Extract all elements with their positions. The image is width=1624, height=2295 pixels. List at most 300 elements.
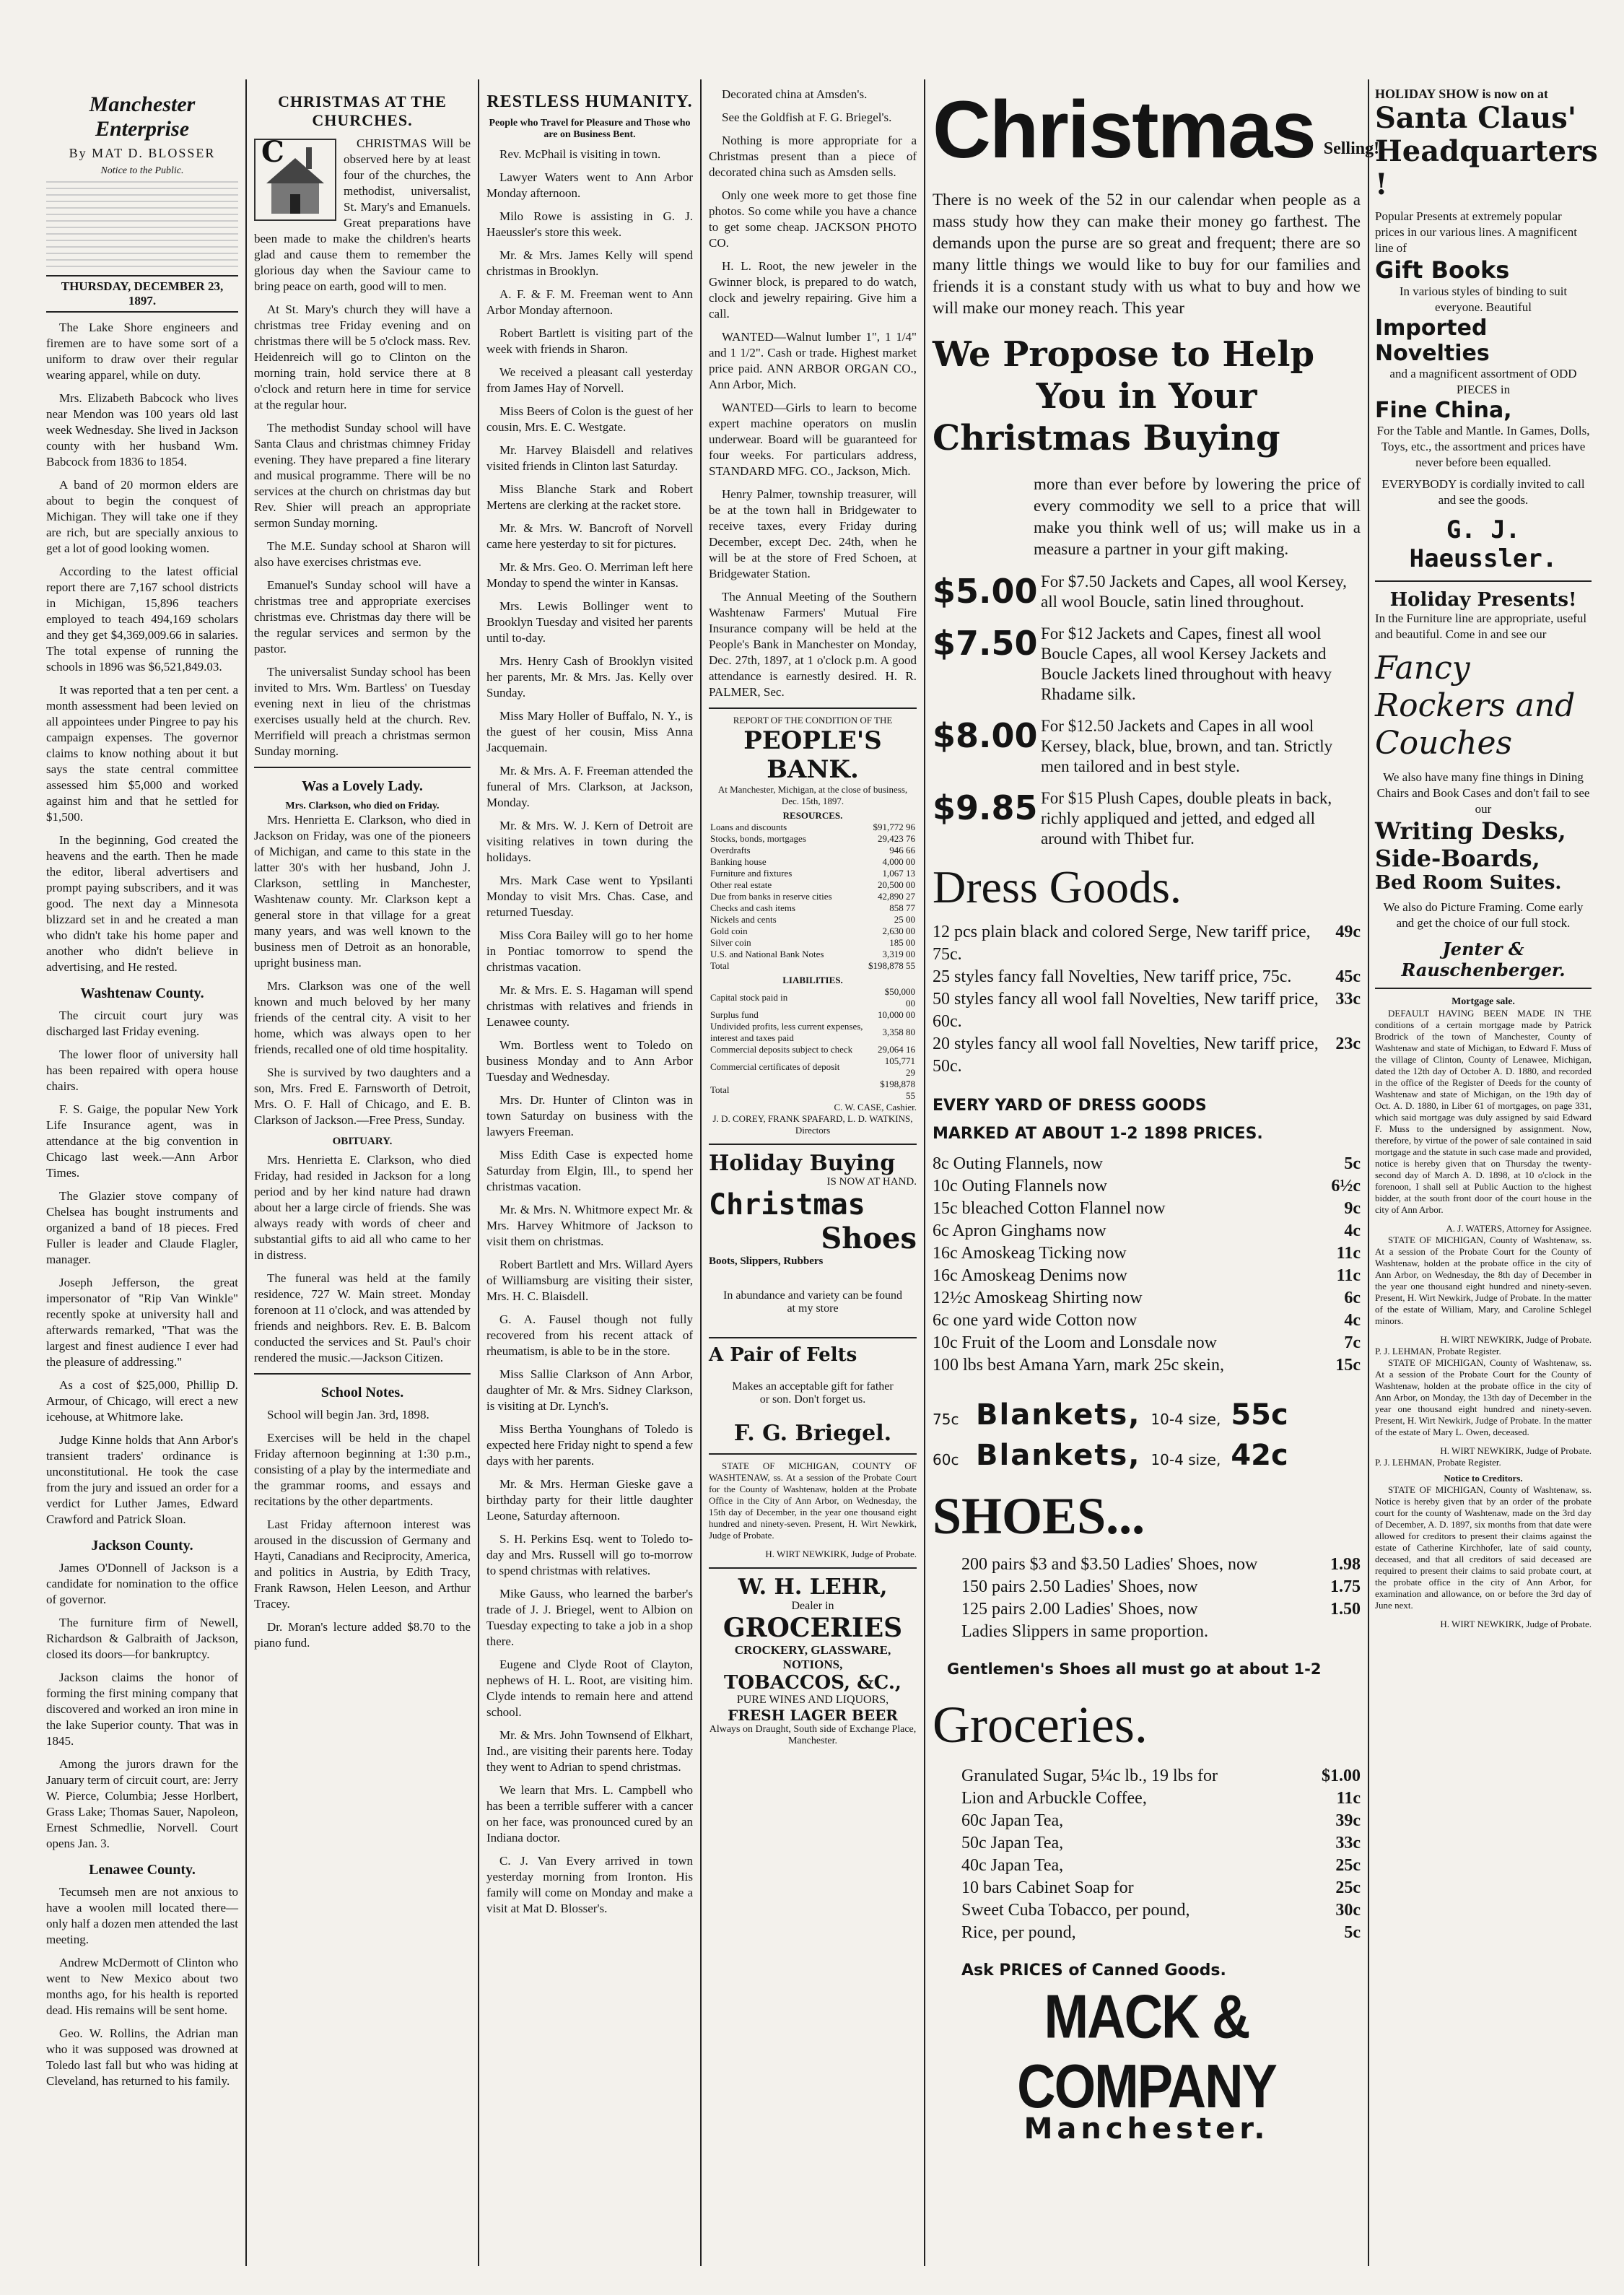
lehr-items: CROCKERY, GLASSWARE, NOTIONS,: [734, 1643, 891, 1671]
fancy-rockers: Fancy Rockers and Couches: [1375, 650, 1576, 762]
row-label: Commercial certificates of deposit: [710, 1061, 840, 1072]
mack-company-name: MACK & COMPANY: [1017, 1982, 1276, 2121]
paragraph: As a cost of $25,000, Phillip D. Armour, of Chicago, will erect a new icehouse, at Whitmore lake.: [46, 1378, 238, 1424]
paragraph: Miss Blanche Stark and Robert Mertens are clerking at the racket store.: [486, 482, 693, 512]
row-label: Stocks, bonds, mortgages: [710, 833, 806, 844]
item-price: 7c: [1344, 1333, 1361, 1352]
price-tag: $5.00: [933, 572, 1038, 611]
paragraph: The funeral was held at the family residence, 727 W. Main street. Monday forenoon at 11 o'clock, and was attended by friends and neighbors. Rev. E. B. Balcom conducted the services and St. Paul's choir rendered the music.—Jackson Citizen.: [254, 1271, 471, 1364]
list-item: [933, 921, 1361, 966]
school-notes: [254, 1407, 471, 1651]
paragraph: Mr. & Mrs. W. J. Kern of Detroit are visiting relatives in town during the holidays.: [486, 819, 693, 864]
item-desc: 20 styles fancy all wool fall Novelties, New tariff price, 50c.: [933, 1035, 1319, 1076]
column-rule: [1368, 79, 1369, 2266]
felts-ad: [709, 1337, 917, 1446]
row-value: 29,423 76: [878, 833, 915, 844]
row-label: Banking house: [710, 856, 767, 867]
section-heading: Washtenaw County.: [80, 985, 204, 1001]
every-yard: EVERY YARD OF DRESS GOODS: [933, 1097, 1207, 1115]
dress-goods-title: Dress Goods.: [933, 861, 1182, 913]
section-heading: Jackson County.: [91, 1538, 193, 1554]
paragraph: CHRISTMAS Will be observed here by at least four of the churches, the methodist, universalist, St. Mary's and Emanuels. Great preparations have been made to make the children's hearts glad and cause them to remember the glorious day when the Saviour came to bring peace on earth, good will to men.: [254, 136, 471, 293]
item-price: 9c: [1344, 1199, 1361, 1218]
lehr-ad: [709, 1567, 917, 1747]
paragraph: Mrs. Dr. Hunter of Clinton was in town Saturday on business with the lawyers Freeman.: [486, 1093, 693, 1138]
row-value: 3,358 80: [882, 1027, 915, 1037]
bank-pre: REPORT OF THE CONDITION OF THE: [733, 715, 893, 726]
svg-text:C: C: [261, 135, 284, 169]
table-row: [709, 868, 917, 879]
bank-title: PEOPLE'S BANK.: [743, 726, 882, 784]
item-desc: 25 styles fancy fall Novelties, New tariff price, 75c.: [933, 967, 1292, 986]
table-row: [709, 914, 917, 926]
local-news: [46, 320, 238, 975]
list-item: [961, 1855, 1361, 1877]
row-label: Due from banks in reserve cities: [710, 891, 832, 902]
holiday-sub: IS NOW AT HAND.: [826, 1176, 917, 1188]
legal-notices: [1375, 1008, 1592, 1630]
item-price: 25c: [1335, 1878, 1361, 1897]
table-row: [709, 1055, 917, 1079]
row-label: Silver coin: [710, 937, 751, 948]
price-row: [933, 572, 1361, 612]
divider: [254, 1373, 471, 1375]
subheading: People who Travel for Pleasure and Those who are on Business Bent.: [489, 118, 691, 140]
signature: A. J. WATERS, Attorney for Assignee.: [1446, 1223, 1592, 1234]
paragraph: STATE OF MICHIGAN, County of Washtenaw, ss. Notice is hereby given that by an order of the probate court for the county of Washtenaw, made on the 3rd day of December, A. D. 1897, six months from that date were allowed for creditors to present their claims against the estate of Catherine Kirchhofer, late of said county, deceased, and that all creditors of said deceased are required to present their claims to said probate court, at the probate office in the city of Ann Arbor, for examination and allowance, on or before the 3rd day of June next.: [1375, 1484, 1592, 1611]
item-desc: 10c Outing Flannels now: [933, 1177, 1107, 1196]
item-price: 33c: [1335, 1834, 1361, 1852]
column-2: [254, 87, 471, 2266]
paragraph: The lower floor of university hall has been repaired with opera house chairs.: [46, 1048, 238, 1093]
paragraph: Mrs. Elizabeth Babcock who lives near Mendon was 100 years old last week Wednesday. She lived in Jackson county with her husband Wm. Babcock from 1836 to 1854.: [46, 391, 238, 469]
lenawee-news: [46, 1884, 238, 2089]
paragraph: Rev. McPhail is visiting in town.: [499, 147, 661, 161]
table-row: [709, 1044, 917, 1055]
paragraph: Miss Bertha Younghans of Toledo is expected here Friday night to spend a few days with her parents.: [486, 1422, 693, 1468]
lehr-name: W. H. LEHR,: [738, 1575, 888, 1600]
holiday-presents: Holiday Presents!: [1389, 589, 1577, 611]
row-label: Total: [710, 960, 730, 971]
blanket-size: 10-4 size,: [1151, 1411, 1221, 1428]
masthead: Manchester Enterprise: [89, 92, 196, 141]
mack-town: Manchester.: [1023, 2112, 1270, 2146]
table-row: [709, 822, 917, 833]
paragraph: Henry Palmer, township treasurer, will be at the town hall in Bridgewater to receive taxes, every Friday during December, except Dec. 24th, when he will be at the store of Fred Schoen, at Bridgewater Station.: [709, 487, 917, 580]
furniture-line: In the Furniture line are appropriate, useful and beautiful. Come in and see our: [1375, 611, 1587, 641]
local-notices: [709, 87, 917, 700]
price-desc: For $12 Jackets and Capes, finest all wool Boucle Capes, all wool Kersey Jackets and Boucle Jackets lined throughout with heavy Rhadame silk.: [1041, 624, 1332, 703]
framing-line: We also do Picture Framing. Come early and get the choice of our full stock.: [1383, 900, 1584, 930]
shoes-word: Shoes: [821, 1221, 917, 1255]
lehr-draught: Always on Draught, South side of Exchange Place, Manchester.: [709, 1724, 917, 1746]
paragraph: Mr. & Mrs. A. F. Freeman attended the funeral of Mrs. Clarkson, at Jackson, Monday.: [486, 764, 693, 809]
section-heading: School Notes.: [320, 1385, 404, 1401]
paragraph: Mr. & Mrs. E. S. Hagaman will spend christmas with relatives and friends in Lenawee county.: [486, 983, 693, 1029]
paragraph: Nothing is more appropriate for a Christmas present than a piece of decorated china such as Amsden sells.: [709, 134, 917, 179]
table-row: [709, 845, 917, 856]
blanket-word: Blankets,: [976, 1439, 1141, 1472]
christmas-title: Christmas: [933, 84, 1315, 175]
shoe-list: [961, 1554, 1361, 1643]
signature: H. WIRT NEWKIRK, Judge of Probate.: [1440, 1619, 1592, 1629]
row-label: Total: [710, 1084, 730, 1095]
list-item: [933, 1354, 1361, 1377]
church-illustration-icon: [254, 135, 336, 221]
mortgage-heading: Mortgage sale.: [1451, 996, 1515, 1007]
item-price: 5c: [1344, 1923, 1361, 1942]
washtenaw-news: [46, 1008, 238, 1528]
price-row: [933, 624, 1361, 705]
item-price: 1.75: [1330, 1577, 1361, 1596]
item-price: $1.00: [1322, 1767, 1361, 1785]
paragraph: In the beginning, God created the heavens and the earth. Then he made the editor, liberal advertisers and prompt paying subscribers, and it was good. The next day a Minnesota blizzard set in and he created a man who didn't take his home paper and another who didn't believe in advertising, and He rested.: [46, 833, 238, 974]
item-desc: 200 pairs $3 and $3.50 Ladies' Shoes, now: [961, 1555, 1258, 1574]
paragraph: A. F. & F. M. Freeman went to Ann Arbor Monday afternoon.: [486, 287, 693, 317]
paragraph: H. L. Root, the new jeweler in the Gwinner block, is prepared to do watch, clock and jewelry repairing. Give him a call.: [709, 259, 917, 321]
item-price: 4c: [1344, 1221, 1361, 1240]
paragraph: The furniture firm of Newell, Richardson & Galbraith of Jackson, closed its doors—for bankruptcy.: [46, 1616, 238, 1661]
jenter-name: Jenter & Rauschenberger.: [1401, 939, 1566, 980]
item-price: 6½c: [1331, 1177, 1361, 1196]
item-desc: 10 bars Cabinet Soap for: [961, 1878, 1134, 1897]
section-heading: Was a Lovely Lady.: [302, 778, 423, 794]
dining-line: We also have many fine things in Dining Chairs and Book Cases and don't fail to see our: [1376, 770, 1590, 816]
column-rule: [245, 79, 247, 2266]
paragraph: Mr. & Mrs. James Kelly will spend christmas in Brooklyn.: [486, 248, 693, 278]
headline: RESTLESS HUMANITY.: [486, 92, 693, 111]
item-price: 23c: [1335, 1035, 1361, 1053]
notice-title: Notice to the Public.: [100, 165, 184, 176]
paragraph: Exercises will be held in the chapel Friday afternoon beginning at 1:30 p.m., consisting of a play by the intermediate and the grammar rooms, and essays and recitations by the other departments.: [254, 1431, 471, 1508]
paragraph: Miss Edith Case is expected home Saturday from Elgin, Ill., to spend her christmas vacation.: [486, 1148, 693, 1193]
item-desc: 125 pairs 2.00 Ladies' Shoes, now: [961, 1600, 1198, 1619]
row-label: U.S. and National Bank Notes: [710, 949, 824, 959]
subheading: Mrs. Clarkson, who died on Friday.: [285, 801, 440, 811]
row-value: 858 77: [889, 902, 915, 913]
list-item: [933, 1175, 1361, 1198]
paragraph: The Glazier stove company of Chelsea has bought instruments and organized a band of 18 pieces. Fred Fuller is leader and Claude Flagler, manager.: [46, 1189, 238, 1266]
item-desc: Ladies Slippers in same proportion.: [961, 1622, 1208, 1641]
jackson-news: [46, 1560, 238, 1852]
item-desc: Sweet Cuba Tobacco, per pound,: [961, 1901, 1190, 1920]
item-desc: Granulated Sugar, 5¼c lb., 19 lbs for: [961, 1767, 1218, 1785]
everybody-line: EVERYBODY is cordially invited to call and see the goods.: [1381, 477, 1585, 507]
column-rule: [478, 79, 479, 2266]
row-value: $50,000 00: [884, 986, 915, 1009]
item-price: 11c: [1336, 1789, 1361, 1808]
paragraph: Milo Rowe is assisting in G. J. Haeussler's store this week.: [486, 209, 693, 239]
signature: H. WIRT NEWKIRK, Judge of Probate.: [1440, 1445, 1592, 1456]
paragraph: Mr. & Mrs. John Townsend of Elkhart, Ind., are visiting their parents here. Today they went to Adrian to spend christmas.: [486, 1728, 693, 1774]
list-item: [933, 1198, 1361, 1220]
lehr-tobacco: TOBACCOS, &C.,: [724, 1672, 902, 1694]
paragraph: Dr. Moran's lecture added $8.70 to the piano fund.: [254, 1620, 471, 1650]
table-row: [709, 833, 917, 845]
divider: [1375, 580, 1592, 582]
paragraph: A band of 20 mormon elders are about to begin the conquest of Michigan. They will take one if they are rich, but are specially anxious to get a lot of good looking women.: [46, 478, 238, 555]
list-item: [933, 1265, 1361, 1287]
propose-line-3: Christmas Buying: [933, 418, 1280, 458]
paragraph: Mrs. Clarkson was one of the well known and much beloved by her many friends of the central city. A visit to her home, which was always open to her friends, recalled one of old time hospitality.: [254, 979, 471, 1056]
paragraph: Miss Mary Holler of Buffalo, N. Y., is the guest of her cousin, Miss Anna Jacquemain.: [486, 709, 693, 754]
row-label: Nickels and cents: [710, 914, 777, 925]
paragraph: Joseph Jefferson, the great impersonator of "Rip Van Winkle" recently spoke at university hall and afterwards remarked, "That was the largest and finest audience I ever had the pleasure of addressing.": [46, 1276, 238, 1369]
gents-line: Gentlemen's Shoes all must go at about 1-2: [947, 1660, 1322, 1678]
signature: P. J. LEHMAN, Probate Register.: [1375, 1346, 1501, 1356]
divider: [1375, 988, 1592, 989]
item-price: 1.98: [1330, 1555, 1361, 1574]
paragraph: We received a pleasant call yesterday from James Hay of Norvell.: [486, 365, 693, 395]
price-desc: For $7.50 Jackets and Capes, all wool Kersey, all wool Boucle, satin lined throughout.: [1041, 572, 1347, 611]
table-row: [709, 1009, 917, 1021]
paragraph: The Lake Shore engineers and firemen are to have some sort of a uniform to draw over their regular wearing apparel, while on duty.: [46, 321, 238, 382]
list-item: [961, 1787, 1361, 1810]
row-value: 105,771 29: [884, 1055, 915, 1078]
table-row: [709, 949, 917, 960]
paragraph: Only one week more to get those fine photos. So come while you have a chance to get some cheap. JACKSON PHOTO CO.: [709, 188, 917, 250]
row-value: 25 00: [894, 914, 915, 925]
item-price: 30c: [1335, 1901, 1361, 1920]
liabilities-table: [709, 986, 917, 1102]
paragraph: See the Goldfish at F. G. Briegel's.: [722, 110, 892, 124]
paragraph: At St. Mary's church they will have a christmas tree Friday evening and on christmas there will be 5 o'clock mass. Rev. Heidenreich will go to Clinton on the morning train, hold service there at 8 o'clock and return here in time for service at the regular hour.: [254, 302, 471, 411]
row-value: 946 66: [889, 845, 915, 855]
item-desc: 40c Japan Tea,: [961, 1856, 1064, 1875]
price-row: [933, 716, 1361, 777]
divider: [254, 767, 471, 768]
list-item: [961, 1621, 1361, 1643]
price-row: [933, 788, 1361, 849]
item-desc: 12½c Amoskeag Shirting now: [933, 1289, 1143, 1307]
probate-signature: H. WIRT NEWKIRK, Judge of Probate.: [765, 1549, 917, 1559]
groceries-title: Groceries.: [933, 1696, 1148, 1754]
abundance-line: In abundance and variety can be found at my store: [723, 1289, 902, 1315]
china-sub: For the Table and Mantle. In Games, Dolls, Toys, etc., the assortment and prices have never before been equalled.: [1376, 424, 1590, 469]
blanket-row: [933, 1398, 1361, 1432]
item-desc: 50 styles fancy all wool fall Novelties, New tariff price, 60c.: [933, 990, 1319, 1031]
column-3: [486, 87, 693, 2266]
item-desc: 15c bleached Cotton Flannel now: [933, 1199, 1166, 1218]
list-item: [961, 1832, 1361, 1855]
column-rule: [924, 79, 925, 2266]
row-value: 3,319 00: [882, 949, 915, 959]
paragraph: STATE OF MICHIGAN, County of Washtenaw, ss. At a session of the Probate Court for the County of Washtenaw, holden at the probate office in the city of Ann Arbor, on Wednesday, the 8th day of December in the year one thousand eight hundred and ninety-seven. Present, H. Wirt Newkirk, Judge of Probate. In the matter of the estate of William, Mary, and Caroline Schlegel minors.: [1375, 1234, 1592, 1326]
paragraph: Among the jurors drawn for the January term of circuit court, are: Jerry W. Pierce, Columbia; Jesse Horlbert, Grass Lake; Thomas Sauer, Napoleon, Ernest Schmedlie, Norvell. Court opens Jan. 3.: [46, 1757, 238, 1850]
paragraph: The circuit court jury was discharged last Friday evening.: [46, 1009, 238, 1038]
paragraph: Mr. & Mrs. Herman Gieske gave a birthday party for their little daughter Leone, Saturday afternoon.: [486, 1477, 693, 1523]
paragraph: It was reported that a ten per cent. a month assessment had been levied on all appointees under Pingree to pay his campaign expenses. The governor claims to know nothing about it but says the state central committee assessed him $5,000 and worked against him and that he settled for $1,500.: [46, 683, 238, 824]
imported-novelties: Imported Novelties: [1375, 315, 1490, 366]
list-item: [961, 1877, 1361, 1899]
blanket-size: 10-4 size,: [1151, 1451, 1221, 1468]
item-desc: 10c Fruit of the Loom and Lonsdale now: [933, 1333, 1217, 1352]
paragraph: Robert Bartlett and Mrs. Willard Ayers of Williamsburg are visiting their sister, Mrs. H. C. Blaisdell.: [486, 1258, 693, 1303]
item-desc: 6c one yard wide Cotton now: [933, 1311, 1138, 1330]
briegel-name: F. G. Briegel.: [733, 1421, 892, 1446]
lehr-dealer: Dealer in: [791, 1600, 834, 1612]
paragraph: The universalist Sunday school has been invited to Mrs. Wm. Bartless' on Tuesday evening next in lieu of the christmas exercises usually held at the church. Rev. Merrifield will preach a christmas sermon Sunday morning.: [254, 665, 471, 758]
bank-report: [709, 707, 917, 1136]
row-label: Furniture and fixtures: [710, 868, 793, 879]
paragraph: Emanuel's Sunday school will have a christmas tree and appropriate exercises christmas eve. Christmas day there will be the regular services and sermon by the pastor.: [254, 578, 471, 656]
blanket-word: Blankets,: [976, 1398, 1141, 1432]
paragraph: Judge Kinne holds that Ann Arbor's transient traders' ordinance is unconstitutional. He took the case from the jury and issued an order for a verdict for Luther James, Edward Crawford and Patrick Sloan.: [46, 1433, 238, 1526]
item-desc: Rice, per pound,: [961, 1923, 1076, 1942]
paragraph: The methodist Sunday school will have Santa Claus and christmas chimney Friday evening. They have prepared a fine literary and musical programme. There will be no services at the church on christmas day but Rev. Shier will preach an appropriate sermon Sunday morning.: [254, 421, 471, 530]
table-row: [709, 879, 917, 891]
ad-intro: There is no week of the 52 in our calendar when people as a mass study how they can make their money go farthest. The demands upon the purse are so great and frequent; there are so many little things we would like to buy for our families and friends it is a constant study with us what to buy and how we will make our money reach. This year: [933, 191, 1361, 317]
popular-presents: Popular Presents at extremely popular prices in our various lines. A magnificent line of: [1375, 209, 1577, 255]
section-heading: Lenawee County.: [89, 1862, 196, 1878]
row-label: Undivided profits, less current expenses, interest and taxes paid: [710, 1021, 863, 1043]
notice-fine-print: [46, 181, 238, 268]
item-desc: Lion and Arbuckle Coffee,: [961, 1789, 1147, 1808]
list-item: [933, 1033, 1361, 1078]
liabilities-heading: LIABILITIES.: [782, 975, 843, 985]
paragraph: Mike Gauss, who learned the barber's trade of J. J. Briegel, went to Albion on Tuesday expecting to take a job in a shop there.: [486, 1587, 693, 1648]
paragraph: C. J. Van Every arrived in town yesterday morning from Ironton. His family will come on Monday and make a visit at Mat D. Blosser's.: [486, 1854, 693, 1915]
item-desc: 8c Outing Flannels, now: [933, 1154, 1103, 1173]
row-value: 1,067 13: [882, 868, 915, 879]
paragraph: The M.E. Sunday school at Sharon will also have exercises christmas eve.: [254, 539, 471, 569]
holiday-buying: Holiday Buying: [709, 1151, 896, 1176]
felts-body: Makes an acceptable gift for father or son. Don't forget us.: [732, 1380, 894, 1406]
paragraph: STATE OF MICHIGAN, COUNTY OF WASHTENAW, ss. At a session of the Probate Court for the County of Washtenaw, holden at the Probate Office in the City of Ann Arbor, on Wednesday, the 15th day of December, in the year one thousand eight hundred and ninety-seven. Present, H. Wirt Newkirk, Judge of Probate.: [709, 1460, 917, 1541]
table-row: [709, 902, 917, 914]
paragraph: Mrs. Henrietta E. Clarkson, who died Friday, had resided in Jackson for a long period and by her kind nature had drawn about her a large circle of friends. She was always ready with words of cheer and substantial gifts to aid all who came to her in distress.: [254, 1153, 471, 1262]
obituary: [254, 1152, 471, 1366]
headline: CHRISTMAS AT THE CHURCHES.: [278, 92, 447, 129]
paragraph: Andrew McDermott of Clinton who went to New Mexico about two months ago, for his health is reported dead. His remains will be sent home.: [46, 1956, 238, 2017]
ad-header: [933, 84, 1380, 175]
item-price: 11c: [1336, 1244, 1361, 1263]
item-price: 25c: [1335, 1856, 1361, 1875]
row-value: 42,890 27: [878, 891, 915, 902]
resources-heading: RESOURCES.: [782, 810, 843, 821]
item-desc: 16c Amoskeag Denims now: [933, 1266, 1127, 1285]
row-value: 10,000 00: [878, 1009, 915, 1020]
blanket-price: 42c: [1231, 1439, 1288, 1472]
list-item: [961, 1576, 1361, 1598]
shoe-ad: [709, 1144, 917, 1315]
column-4: [709, 87, 917, 2266]
propose-line-1: We Propose to Help: [933, 334, 1315, 375]
row-value: $198,878 55: [880, 1079, 915, 1101]
blanket-row: [933, 1439, 1361, 1472]
item-desc: 50c Japan Tea,: [961, 1834, 1064, 1852]
row-value: 185 00: [889, 937, 915, 948]
paragraph: WANTED—Girls to learn to become expert machine operators on muslin underwear. Board will be guaranteed for four weeks. For particulars address, STANDARD MFG. CO., Jackson, Mich.: [709, 401, 917, 478]
price-tag: $7.50: [933, 624, 1038, 663]
paragraph: According to the latest official report there are 7,167 school districts in Michigan, 15,896 teachers employed to teach 494,169 scholars and they get $4,369,009.66 in salaries. The total expense of running the schools in 1896 was $6,521,849.03.: [46, 565, 238, 674]
paragraph: F. S. Gaige, the popular New York Life Insurance agent, was in attendance at the big convention in Chicago last week.—Ann Arbor Times.: [46, 1102, 238, 1180]
paragraph: G. A. Fausel though not fully recovered from his recent attack of rheumatism, is able to be in the store.: [486, 1312, 693, 1358]
paragraph: Lawyer Waters went to Ann Arbor Monday afternoon.: [486, 170, 693, 200]
paragraph: Mrs. Henry Cash of Brooklyn visited her parents, Mr. & Mrs. Jas. Kelly over Sunday.: [486, 654, 693, 700]
lehr-wines: PURE WINES AND LIQUORS,: [736, 1694, 889, 1706]
table-row: [709, 1079, 917, 1102]
signature: P. J. LEHMAN, Probate Register.: [1375, 1457, 1501, 1468]
mack-company-ad: [933, 84, 1380, 2266]
table-row: [709, 960, 917, 972]
row-label: Capital stock paid in: [710, 992, 788, 1003]
gift-books: Gift Books: [1375, 256, 1510, 284]
paragraph: Miss Beers of Colon is the guest of her cousin, Mrs. E. C. Westgate.: [486, 404, 693, 434]
canned-goods: Ask PRICES of Canned Goods.: [961, 1961, 1226, 1980]
resources-table: [709, 822, 917, 972]
grocery-list: [961, 1765, 1361, 1944]
blanket-price: 55c: [1231, 1398, 1288, 1432]
row-label: Checks and cash items: [710, 902, 796, 913]
marked-line: MARKED AT ABOUT 1-2 1898 PRICES.: [933, 1125, 1263, 1143]
row-label: Commercial deposits subject to check: [710, 1044, 853, 1055]
list-item: [961, 1554, 1361, 1576]
lehr-groceries: GROCERIES: [722, 1613, 903, 1643]
row-label: Other real estate: [710, 879, 772, 890]
shoes-title: SHOES...: [933, 1487, 1145, 1545]
blanket-was: 75c: [933, 1411, 959, 1428]
paragraph: Mr. & Mrs. W. Bancroft of Norvell came here yesterday to sit for pictures.: [486, 521, 693, 551]
dress-goods-list: [933, 921, 1361, 1078]
item-desc: 150 pairs 2.50 Ladies' Shoes, now: [961, 1577, 1198, 1596]
list-item: [933, 988, 1361, 1033]
paragraph: Mr. & Mrs. N. Whitmore expect Mr. & Mrs. Harvey Whitmore of Jackson to visit them on christmas.: [486, 1203, 693, 1248]
bank-place: At Manchester, Michigan, at the close of business, Dec. 15th, 1897.: [717, 784, 908, 806]
item-price: 49c: [1335, 923, 1361, 941]
row-value: 20,500 00: [878, 879, 915, 890]
creditors-heading: Notice to Creditors.: [1444, 1473, 1523, 1484]
item-desc: 16c Amoskeag Ticking now: [933, 1244, 1127, 1263]
paragraph: Last Friday afternoon interest was aroused in the discussion of Germany and Hayti, Canadians and Reciprocity, America, and politics in Austria, by Edith Tracy, Frank Rawson, Helen Leeson, and Arthur Tracey.: [254, 1517, 471, 1611]
item-price: 6c: [1344, 1289, 1361, 1307]
paragraph: Mr. Harvey Blaisdell and relatives visited friends in Clinton last Saturday.: [486, 443, 693, 473]
price-tag: $8.00: [933, 716, 1038, 755]
item-price: 33c: [1335, 990, 1361, 1009]
item-price: 5c: [1344, 1154, 1361, 1173]
paragraph: James O'Donnell of Jackson is a candidate for nomination to the office of governor.: [46, 1561, 238, 1606]
item-desc: 12 pcs plain black and colored Serge, New tariff price, 75c.: [933, 923, 1311, 964]
probate-notice: [709, 1453, 917, 1560]
paragraph: WANTED—Walnut lumber 1", 1 1/4" and 1 1/2". Cash or trade. Highest market price paid. ANN ARBOR ORGAN CO., Ann Arbor, Mich.: [709, 330, 917, 391]
list-item: [961, 1899, 1361, 1922]
price-desc: For $15 Plush Capes, double pleats in back, richly appliqued and jetted, and edged all around with Thibet fur.: [1041, 789, 1332, 848]
column-1: [46, 87, 238, 2266]
list-item: [933, 1242, 1361, 1265]
bank-directors: J. D. COREY, FRANK SPAFARD, L. D. WATKINS, Directors: [712, 1113, 913, 1136]
row-label: Surplus fund: [710, 1009, 759, 1020]
item-price: 45c: [1335, 967, 1361, 986]
table-row: [709, 937, 917, 949]
cotton-list: [933, 1153, 1361, 1377]
table-row: [709, 1021, 917, 1044]
odd-pieces: and a magnificent assortment of ODD PIECES in: [1389, 367, 1577, 396]
price-desc: For $12.50 Jackets and Capes in all wool Kersey, black, blue, brown, and tan. Strictly men tailored and in best style.: [1041, 717, 1333, 775]
paragraph: Miss Sallie Clarkson of Ann Arbor, daughter of Mr. & Mrs. Sidney Clarkson, is visiting at Dr. Lynch's.: [486, 1367, 693, 1413]
item-price: 1.50: [1330, 1600, 1361, 1619]
propose-line-2: You in Your: [1036, 376, 1257, 417]
row-value: 4,000 00: [882, 856, 915, 867]
christmas-word: Christmas: [709, 1188, 865, 1221]
issue-date: THURSDAY, DECEMBER 23, 1897.: [46, 275, 238, 313]
paragraph: Miss Cora Bailey will go to her home in Pontiac tomorrow to spend the christmas vacation.: [486, 928, 693, 974]
row-value: 2,630 00: [882, 926, 915, 936]
list-item: [933, 1310, 1361, 1332]
price-tag: $9.85: [933, 788, 1038, 827]
paragraph: Eugene and Clyde Root of Clayton, nephews of H. L. Root, are visiting him. Clyde intends to remain here and attend school.: [486, 1658, 693, 1719]
table-row: [709, 926, 917, 937]
item-desc: 100 lbs best Amana Yarn, mark 25c skein,: [933, 1356, 1224, 1375]
